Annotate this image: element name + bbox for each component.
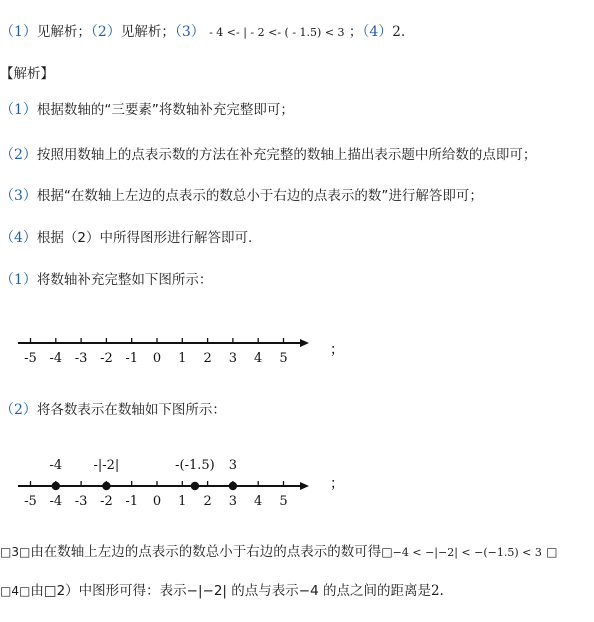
number-line-2-point-label: -4 (49, 458, 63, 473)
number-line-1-tick-label: 4 (254, 351, 263, 366)
number-line-2-point (229, 482, 237, 490)
solution-3-inequality: −4 < −|−2| < −(−1.5) < 3 (392, 546, 542, 559)
number-line-2-point (102, 482, 110, 490)
number-line-1-tick-label: -5 (24, 351, 37, 366)
number-line-1-tick-label: -2 (100, 351, 113, 366)
analysis-step-3 (0, 187, 483, 205)
number-line-2-tick-label: 2 (203, 494, 212, 509)
number-line-2-tick-label: -5 (24, 494, 37, 509)
solution-1 (0, 271, 212, 289)
answer-part3-marker: （3） (174, 24, 205, 40)
number-line-2-tick-label: 1 (178, 494, 187, 509)
answer-part1-marker: （1） (0, 24, 37, 40)
number-line-2-tick-label: -3 (74, 494, 88, 509)
solution-3-text: 由在数轴上左边的点表示的数总小于右边的点表示的数可得 (30, 544, 382, 560)
step-3-marker: （3） (0, 188, 37, 204)
step-4-marker: （4） (0, 230, 37, 246)
number-line-2-tick-label: -4 (49, 494, 63, 509)
number-line-2-point (52, 482, 60, 490)
answer-part2-text: 见解析； (120, 24, 175, 40)
number-line-1-tick-label: 3 (228, 351, 238, 366)
number-line-2-tick-label: 3 (228, 494, 238, 509)
answer-part3-separator: ； (348, 24, 363, 40)
step-1-text: 根据数轴的“三要素”将数轴补充完整即可； (36, 102, 294, 118)
answer-part1-text: 见解析； (36, 24, 91, 40)
answer-part4-marker: （4） (362, 24, 393, 40)
analysis-step-1 (0, 101, 294, 119)
number-line-1-tick-label: 1 (178, 351, 187, 366)
analysis-step-4 (0, 229, 252, 247)
solution-4-marker: □4□ (0, 584, 31, 598)
number-line-1-tick-label: 0 (152, 351, 162, 366)
number-line-2-tick-label: -1 (125, 494, 139, 509)
number-line-1-arrow-icon (300, 339, 309, 347)
number-line-2-semicolon: ； (330, 476, 344, 492)
answer-part2-marker: （2） (90, 24, 121, 40)
number-line-2-tick-label: 4 (254, 494, 263, 509)
number-line-2-tick-label: 0 (152, 494, 162, 509)
number-line-1-tick-label: -3 (74, 351, 88, 366)
step-4-text: 根据（2）中所得图形进行解答即可. (36, 230, 253, 246)
solution-1-marker: （1） (0, 272, 37, 288)
solution-4-answer: 2. (430, 583, 444, 599)
analysis-step-2 (0, 146, 536, 164)
number-line-2-point (191, 482, 199, 490)
solution-2-marker: （2） (0, 402, 37, 418)
number-line-2-point-label: 3 (228, 458, 238, 473)
number-line-1-tick-label: 5 (279, 351, 288, 366)
number-line-2-arrow-icon (300, 482, 309, 490)
number-line-2 (0, 450, 594, 510)
number-line-1-tick-label: -4 (49, 351, 63, 366)
answer-part3-inequality: - 4 <- | - 2 <- ( - 1.5) < 3 (209, 26, 345, 39)
step-2-marker: （2） (0, 147, 37, 163)
number-line-2-point-label: -|-2| (93, 458, 120, 473)
answer-line (0, 23, 405, 42)
analysis-heading: 【解析】 (0, 66, 54, 82)
number-line-2-tick-label: 5 (279, 494, 288, 509)
solution-2 (0, 401, 226, 419)
step-1-marker: （1） (0, 102, 37, 118)
number-line-1 (0, 328, 594, 378)
number-line-1-tick-label: 2 (203, 351, 212, 366)
solution-3-end: □ (546, 545, 558, 559)
solution-1-text: 将数轴补充完整如下图所示： (36, 272, 213, 288)
number-line-2-point-label: -(-1.5) (175, 458, 215, 473)
solution-3-gap: □ (381, 545, 393, 559)
number-line-2-tick-label: -2 (100, 494, 113, 509)
answer-part4-text: 2. (392, 24, 406, 40)
number-line-1-semicolon: ； (330, 342, 344, 358)
solution-2-text: 将各数表示在数轴如下图所示： (36, 402, 226, 418)
step-3-text: 根据“在数轴上左边的点表示的数总小于右边的点表示的数”进行解答即可； (36, 188, 483, 204)
step-2-text: 按照用数轴上的点表示数的方法在补充完整的数轴上描出表示题中所给数的点即可； (36, 147, 537, 163)
solution-3-marker: □3□ (0, 545, 31, 559)
number-line-1-tick-label: -1 (125, 351, 139, 366)
solution-3 (0, 543, 558, 562)
solution-4 (0, 582, 444, 600)
solution-4-text: 由□2）中图形可得：表示−|−2| 的点与表示−4 的点之间的距离是 (30, 583, 431, 599)
